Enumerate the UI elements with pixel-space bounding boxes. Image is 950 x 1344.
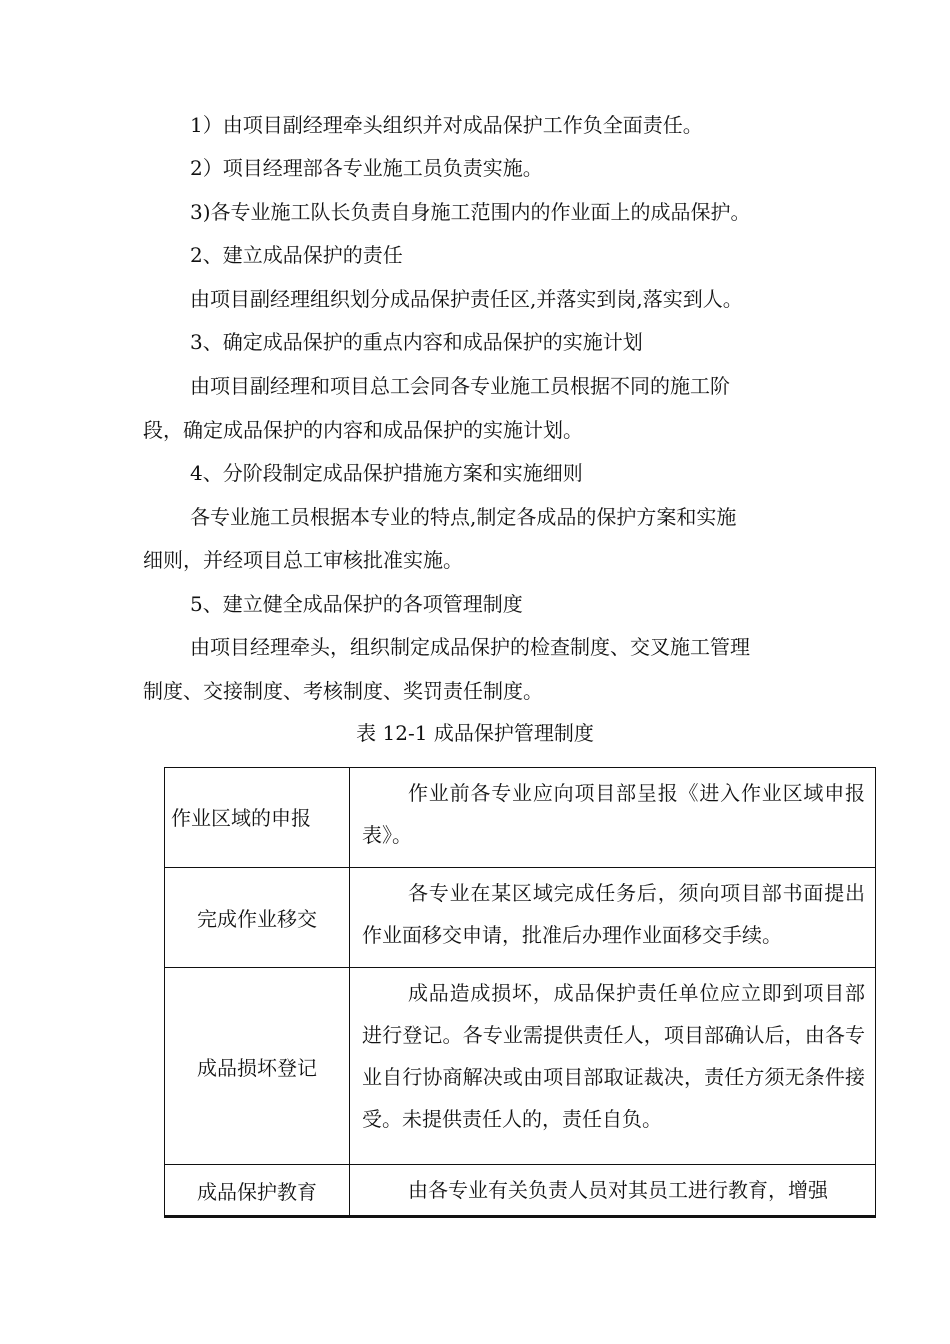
table-cell-content: 作业前各专业应向项目部呈报《进入作业区域申报表》。 [350, 768, 876, 868]
table-cell-item: 完成作业移交 [165, 868, 350, 968]
table-cell-content: 由各专业有关负责人员对其员工进行教育，增强 [350, 1165, 876, 1217]
section-heading: 4、分阶段制定成品保护措施方案和实施细则 [190, 461, 583, 485]
management-table [164, 767, 876, 1218]
paragraph: 细则，并经项目总工审核批准实施。 [143, 548, 463, 572]
paragraph: 各专业施工员根据本专业的特点,制定各成品的保护方案和实施 [190, 505, 737, 529]
table-cell-item: 作业区域的申报 [165, 768, 350, 868]
table-row [165, 968, 876, 1165]
paragraph: 由项目副经理和项目总工会同各专业施工员根据不同的施工阶 [190, 374, 730, 398]
table-cell-content: 成品造成损坏，成品保护责任单位应立即到项目部进行登记。各专业需提供责任人，项目部确认后，由各专业自行协商解决或由项目部取证裁决，责任方须无条件接受。未提供责任人的，责任自负。 [350, 968, 876, 1165]
paragraph: 由项目副经理组织划分成品保护责任区,并落实到岗,落实到人。 [190, 287, 743, 311]
table-caption: 表 12-1 成品保护管理制度 [356, 721, 594, 745]
paragraph: 1）由项目副经理牵头组织并对成品保护工作负全面责任。 [190, 113, 703, 137]
paragraph: 2）项目经理部各专业施工员负责实施。 [190, 156, 543, 180]
table-cell-item: 成品损坏登记 [165, 968, 350, 1165]
table-row [165, 868, 876, 968]
paragraph: 3)各专业施工队长负责自身施工范围内的作业面上的成品保护。 [190, 200, 751, 224]
paragraph: 段，确定成品保护的内容和成品保护的实施计划。 [143, 418, 583, 442]
section-heading: 5、建立健全成品保护的各项管理制度 [190, 592, 523, 616]
section-heading: 3、确定成品保护的重点内容和成品保护的实施计划 [190, 330, 643, 354]
table-cell-content: 各专业在某区域完成任务后，须向项目部书面提出作业面移交申请，批准后办理作业面移交手续。 [350, 868, 876, 968]
table-row [165, 768, 876, 868]
table-row [165, 1165, 876, 1217]
paragraph: 由项目经理牵头，组织制定成品保护的检查制度、交叉施工管理 [190, 635, 750, 659]
paragraph: 制度、交接制度、考核制度、奖罚责任制度。 [143, 679, 543, 703]
table-cell-item: 成品保护教育 [165, 1165, 350, 1217]
section-heading: 2、建立成品保护的责任 [190, 243, 403, 267]
